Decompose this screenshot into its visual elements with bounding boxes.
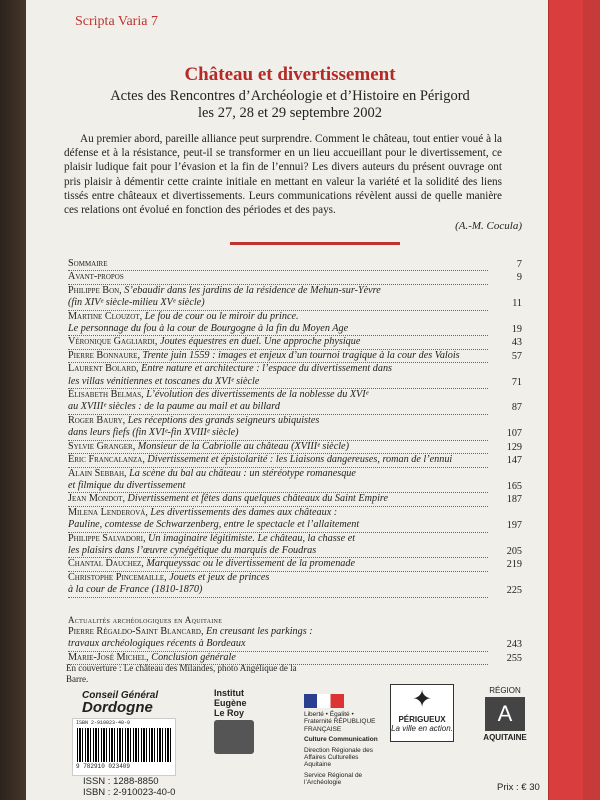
toc-entry [68, 336, 522, 349]
toc-entry [68, 311, 522, 337]
drac-direction: Direction Régionale des Affaires Culturelles Aquitaine [304, 746, 374, 769]
toc-author: Roger Baury, [68, 414, 126, 426]
toc-page-number: 165 [506, 480, 522, 492]
toc-entry-line [68, 493, 388, 504]
barcode-isbn: ISBN 2-910023-40-0 [76, 720, 131, 726]
toc-title: Marqueyssac ou le divertissement de la promenade [146, 558, 356, 570]
toc-author: Avant-propos [68, 271, 124, 283]
toc-page-number: 43 [511, 337, 522, 349]
toc-author: Philippe Bon, [68, 284, 122, 296]
toc-entry [68, 271, 522, 284]
toc-entry-title [68, 363, 488, 389]
toc-entry-line [68, 389, 368, 400]
isbn: ISBN : 2-910023-40-0 [83, 787, 176, 798]
toc-author: Christophe Pincemaille, [68, 571, 167, 583]
toc-entry-line [68, 558, 355, 569]
toc-author: Sylvie Granger, [68, 440, 136, 452]
toc-title: Un imaginaire légitimiste. Le château, la chasse et [148, 532, 356, 544]
toc-title-continued: (fin XIVᵉ siècle-milieu XVᵉ siècle) [68, 297, 205, 309]
toc-entry-title [68, 507, 488, 533]
toc-page-number: 225 [506, 585, 522, 597]
toc-title: Trente juin 1559 : images et enjeux d’un tournoi tragique à la cour des Valois [142, 349, 460, 361]
series-label: Scripta Varia 7 [75, 14, 158, 29]
toc-author: Milena Lenderová, [68, 506, 148, 518]
toc-entry-title [68, 441, 488, 454]
table-of-contents [68, 258, 522, 665]
issn: ISSN : 1288-8850 [83, 776, 159, 787]
toc-entry [68, 441, 522, 454]
toc-page-number: 19 [511, 324, 522, 336]
toc-entry-title [68, 350, 488, 363]
institut-emblem-icon [214, 720, 254, 754]
toc-entry-line [68, 363, 392, 374]
toc-entry-line [68, 441, 349, 452]
region-aquitaine-logo [474, 686, 536, 742]
toc-page-number: 197 [506, 520, 522, 532]
toc-title-continued: travaux archéologiques récents à Bordeaux [68, 638, 246, 650]
drac-top: Liberté • Égalité • Fraternité RÉPUBLIQUE FRANÇAISE [304, 711, 376, 733]
toc-entry-line [68, 285, 381, 296]
book-title: Château et divertissement [184, 64, 396, 85]
toc-entry-line [68, 572, 269, 583]
institut-eugene-le-roy-logo [214, 688, 274, 754]
toc-title: En creusant les parkings : [206, 625, 313, 637]
toc-title: Les réceptions des grands seigneurs ubiquistes [127, 414, 320, 426]
toc-entry [68, 258, 522, 271]
toc-page-number: 255 [506, 652, 522, 664]
toc-entry [68, 468, 522, 494]
issn-isbn-block [83, 776, 175, 798]
toc-entry-line [68, 626, 313, 637]
toc-title: Jouets et jeux de princes [169, 571, 270, 583]
institut-line3: Le Roy [214, 708, 245, 718]
toc-title: Les divertissements des dames aux châteaux : [150, 506, 338, 518]
toc-entry-line [68, 258, 108, 269]
bird-icon: ✦ [411, 686, 433, 713]
toc-page-number: 205 [506, 545, 522, 557]
toc-entry-line [68, 468, 356, 479]
toc-title-continued: les villas vénitiennes et toscanes du XVIᵉ siècle [68, 375, 260, 387]
toc-entry-title [68, 468, 488, 494]
toc-entry [68, 572, 522, 598]
barcode [72, 718, 176, 776]
toc-section-heading: Actualités archéologiques en Aquitaine [68, 614, 223, 625]
toc-author: Éric Francalanza, [68, 454, 145, 466]
toc-page-number: 9 [516, 272, 522, 284]
toc-title: S’ebaudir dans les jardins de la résidence de Mehun-sur-Yèvre [124, 284, 381, 296]
toc-entry-title [68, 558, 488, 571]
toc-entry-title [68, 258, 488, 271]
conseil-general-line1: Conseil Général [82, 690, 159, 701]
toc-page-number: 243 [506, 639, 522, 651]
toc-entry [68, 454, 522, 467]
toc-author: Martine Clouzot, [68, 310, 143, 322]
toc-title-continued: Pauline, comtesse de Schwarzenberg, entre le spectacle et l’allaitement [68, 519, 360, 531]
toc-title-continued: Le personnage du fou à la cour de Bourgogne à la fin du Moyen Age [68, 323, 349, 335]
toc-title-continued: les plaisirs dans l’œuvre cynégétique du marquis de Foudras [68, 544, 317, 556]
toc-entry [68, 285, 522, 311]
toc-page-number: 87 [511, 402, 522, 414]
toc-entry [68, 626, 522, 652]
toc-entry-line [68, 507, 337, 518]
drac-logo [304, 694, 382, 787]
toc-title: Joutes équestres en duel. Une approche physique [159, 336, 361, 348]
intro-signature: (A.-M. Cocula) [455, 220, 522, 232]
toc-title: Conclusion générale [151, 651, 236, 663]
toc-entry-line [68, 454, 452, 465]
background-right [580, 0, 600, 800]
toc-page-number: 129 [506, 441, 522, 453]
toc-entry-line [68, 533, 355, 544]
book-subtitle [40, 88, 540, 122]
aquitaine-emblem-icon: A [485, 697, 525, 731]
toc-title: Monsieur de la Cabriolle au château (XVIIIᵉ siècle) [137, 440, 349, 452]
toc-title: La scène du bal au château : un stéréotype romanesque [129, 467, 356, 479]
toc-entry-title [68, 271, 488, 284]
drac-service: Service Régional de l’Archéologie [304, 771, 363, 787]
toc-entry [68, 533, 522, 559]
institut-line1: Institut [214, 688, 244, 698]
toc-page-number: 107 [506, 428, 522, 440]
toc-entry-title [68, 336, 488, 349]
toc-author: Sommaire [68, 258, 108, 269]
red-divider [230, 242, 400, 245]
toc-page-number: 219 [506, 559, 522, 571]
toc-title: Divertissement et épistolarité : les Liaisons dangereuses, roman de l’ennui [147, 454, 453, 466]
toc-author: Pierre Bonnaure, [68, 349, 140, 361]
toc-author: Marie-José Michel, [68, 651, 149, 663]
toc-title-continued: au XVIIIᵉ siècles : de la paume au mail et au billard [68, 401, 280, 413]
toc-entry-title [68, 493, 488, 506]
toc-entry [68, 363, 522, 389]
toc-title-continued: à la cour de France (1810-1870) [68, 584, 203, 596]
conseil-general-line2: Dordogne [82, 699, 153, 716]
toc-entry-line [68, 652, 236, 663]
toc-title: Le fou de cour ou le miroir du prince. [144, 310, 299, 322]
toc-author: Alain Sebbah, [68, 467, 127, 479]
toc-entry-title [68, 415, 488, 441]
toc-author: Pierre Régaldo-Saint Blancard, [68, 625, 204, 637]
barcode-digits: 9 782910 023409 [76, 763, 131, 770]
toc-author: Véronique Gagliardi, [68, 336, 158, 348]
toc-title: L’évolution des divertissements de la noblesse du XVIᵉ [146, 389, 369, 401]
toc-page-number: 7 [516, 259, 522, 270]
toc-entry-title [68, 389, 488, 415]
toc-author: Élisabeth Belmas, [68, 389, 144, 401]
toc-entry-title [68, 285, 488, 311]
toc-page-number: 147 [506, 455, 522, 467]
toc-author: Laurent Bolard, [68, 363, 139, 375]
toc-title: Divertissement et fêtes dans quelques châteaux du Saint Empire [127, 493, 389, 505]
toc-entry [68, 507, 522, 533]
perigueux-slogan: La ville en action. [391, 724, 453, 733]
cover-credit: En couverture : Le château des Milandes, photo Angélique de la Barre. [66, 663, 297, 684]
toc-entry [68, 350, 522, 363]
toc-author: Philippe Salvadori, [68, 532, 146, 544]
price: Prix : € 30 [497, 782, 540, 793]
toc-author: Chantal Dauchez, [68, 558, 144, 570]
intro-paragraph: Au premier abord, pareille alliance peut surprendre. Comment le château, tout entier voué à la défense et à la résistance, peut-il se transformer en un lieu accueillant pour le divertissement, ce plaisir ludique fait pour l’évasion et la fin de l’ennui? Les divers auteurs du présent ouvrage ont pris plaisir à démentir cette crainte initiale en mettant en valeur la variété et la solidité des liens tissés entre châteaux et divertissements. Leurs communications révèlent aussi de quelle manière ces relations ont évolué en fonction des périodes et des pays. [64, 133, 502, 217]
toc-entry [68, 389, 522, 415]
toc-entry-title [68, 533, 488, 559]
toc-entry-title [68, 311, 488, 337]
perigueux-name: PÉRIGUEUX [398, 715, 446, 724]
perigueux-logo [390, 684, 454, 742]
barcode-bars [77, 728, 171, 762]
toc-page-number: 57 [511, 350, 522, 362]
toc-entry-title [68, 572, 488, 598]
toc-entry [68, 493, 522, 506]
toc-entry [68, 415, 522, 441]
conseil-general-logo [82, 690, 174, 714]
toc-entry-line [68, 415, 319, 426]
toc-page-number: 71 [511, 376, 522, 388]
toc-page-number: 187 [506, 494, 522, 506]
toc-entry-line [68, 271, 124, 282]
toc-actualites-list [68, 626, 522, 665]
toc-entry-line [68, 311, 299, 322]
toc-title-continued: et filmique du divertissement [68, 479, 186, 491]
subtitle-line-2: les 27, 28 et 29 septembre 2002 [197, 105, 383, 121]
toc-entry [68, 558, 522, 571]
toc-entry-line [68, 350, 460, 361]
institut-line2: Eugène [214, 698, 247, 708]
toc-entry-title [68, 454, 488, 467]
toc-author: Jean Mondot, [68, 493, 125, 505]
book-spine [548, 0, 583, 800]
toc-entry-title [68, 626, 488, 652]
french-flag-icon [304, 694, 344, 708]
toc-entry-line [68, 336, 360, 347]
drac-ministry: Culture Communication [304, 736, 378, 744]
region-label: RÉGION [489, 686, 521, 695]
toc-title: Entre nature et architecture : l’espace du divertissement dans [141, 363, 393, 375]
toc-main-list [68, 258, 522, 598]
toc-title-continued: dans leurs fiefs (fin XVIᵉ-fin XVIIIᵉ siècle) [68, 427, 239, 439]
toc-page-number: 11 [512, 298, 522, 310]
subtitle-line-1: Actes des Rencontres d’Archéologie et d’Histoire en Périgord [110, 88, 470, 104]
region-name: AQUITAINE [483, 733, 527, 742]
